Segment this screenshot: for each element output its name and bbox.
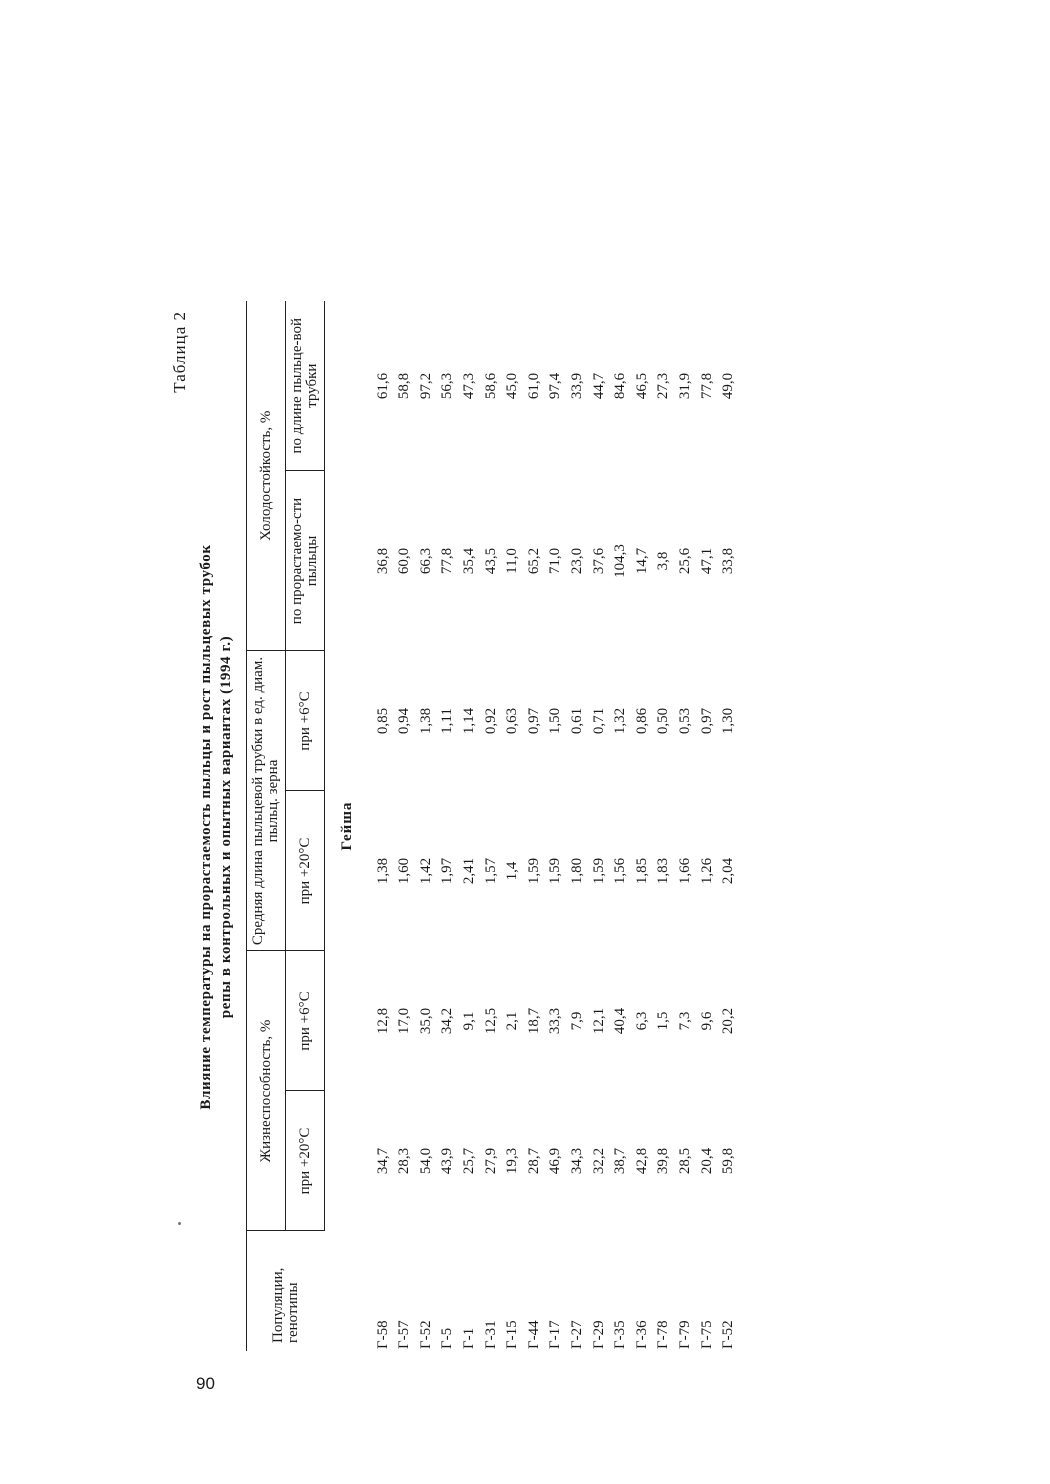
table-body <box>325 301 740 1351</box>
genotype-cell: Г-57 <box>396 1320 413 1349</box>
viability-t20-header: при +20°С <box>286 1091 325 1231</box>
table-row <box>697 301 719 1351</box>
genotype-cell: Г-1 <box>460 1327 477 1349</box>
length-t6-cell: 0,86 <box>633 707 650 735</box>
viability-t6-cell: 35,0 <box>417 1007 434 1035</box>
cold-germination-cell: 14,7 <box>633 547 650 575</box>
length-t6-cell: 0,53 <box>676 707 693 735</box>
cold-by-germination-header: по прорастаемо-сти пыльцы <box>286 471 325 651</box>
cold-germination-cell: 71,0 <box>547 547 564 575</box>
genotype-cell: Г-29 <box>590 1320 607 1349</box>
viability-t6-cell: 6,3 <box>633 1011 650 1031</box>
length-t20-cell: 1,57 <box>482 857 499 885</box>
cold-germination-cell: 43,5 <box>482 547 499 575</box>
cold-tube-length-cell: 27,3 <box>655 372 672 400</box>
viability-t6-cell: 40,4 <box>612 1007 629 1035</box>
length-t6-cell: 1,38 <box>417 707 434 735</box>
page-number: 90 <box>196 1374 215 1393</box>
table-label: Таблица 2 <box>170 311 189 393</box>
length-t20-cell: 2,41 <box>460 857 477 885</box>
length-t6-cell: 1,30 <box>720 707 737 735</box>
table-row <box>502 301 524 1351</box>
length-t6-header: при +6°С <box>286 651 325 791</box>
length-t6-cell: 0,71 <box>590 707 607 735</box>
length-t20-cell: 1,56 <box>612 857 629 885</box>
genotype-cell: Г-75 <box>698 1320 715 1349</box>
length-t6-cell: 0,50 <box>655 707 672 735</box>
viability-t20-cell: 59,8 <box>720 1147 737 1175</box>
cold-tube-length-cell: 33,9 <box>568 372 585 400</box>
table-row <box>675 301 697 1351</box>
cold-tube-length-cell: 31,9 <box>676 372 693 400</box>
length-t20-cell: 1,4 <box>504 861 521 881</box>
viability-t20-cell: 34,3 <box>568 1147 585 1175</box>
cold-germination-cell: 11,0 <box>504 548 521 574</box>
length-t20-cell: 1,97 <box>439 857 456 885</box>
length-t6-cell: 0,85 <box>374 707 391 735</box>
table-title-line-1: Влияние температуры на прорастаемость пыльцы и рост пыльцевых трубок <box>198 544 214 1110</box>
table-row <box>394 301 416 1351</box>
length-t20-cell: 1,66 <box>676 857 693 885</box>
genotype-cell: Г-44 <box>525 1320 542 1349</box>
cold-by-tube-length-header: по длине пыльце-вой трубки <box>286 301 325 471</box>
table-row <box>481 301 503 1351</box>
cold-tube-length-cell: 77,8 <box>698 372 715 400</box>
viability-t20-cell: 54,0 <box>417 1147 434 1175</box>
table-title <box>196 295 236 1359</box>
viability-t20-cell: 28,3 <box>396 1147 413 1175</box>
table-row <box>545 301 567 1351</box>
genotype-cell: Г-52 <box>720 1320 737 1349</box>
length-t20-cell: 1,26 <box>698 857 715 885</box>
viability-t6-cell: 33,3 <box>547 1007 564 1035</box>
viability-t6-cell: 9,6 <box>698 1011 715 1031</box>
length-t20-cell: 1,38 <box>374 857 391 885</box>
viability-header: Жизнеспособность, % <box>247 951 286 1231</box>
header-row-subcolumns <box>286 301 325 1351</box>
table-row <box>567 301 589 1351</box>
cold-germination-cell: 47,1 <box>698 547 715 575</box>
table-title-line-2: репы в контрольных и опытных вариантах (1994 г.) <box>218 635 234 1019</box>
viability-t20-cell: 42,8 <box>633 1147 650 1175</box>
cold-tube-length-cell: 97,4 <box>547 372 564 400</box>
length-t6-cell: 1,32 <box>612 707 629 735</box>
table-row <box>373 301 395 1351</box>
cold-germination-cell: 3,8 <box>655 551 672 571</box>
section-row <box>325 301 373 1351</box>
viability-t20-cell: 46,9 <box>547 1147 564 1175</box>
mean-length-header: Средняя длина пыльцевой трубки в ед. диам. пыльц. зерна <box>247 651 286 951</box>
table-row <box>437 301 459 1351</box>
viability-t6-cell: 7,9 <box>568 1011 585 1031</box>
genotype-cell: Г-78 <box>655 1320 672 1349</box>
length-t6-cell: 0,92 <box>482 707 499 735</box>
header-row-groups <box>247 301 286 1351</box>
length-t20-header: при +20°С <box>286 791 325 951</box>
table-row <box>589 301 611 1351</box>
population-header: Популяции, генотипы <box>247 1231 325 1351</box>
length-t20-cell: 1,42 <box>417 857 434 885</box>
section-label: Гейша <box>339 801 355 851</box>
cold-germination-cell: 66,3 <box>417 547 434 575</box>
length-t20-cell: 1,59 <box>547 857 564 885</box>
genotype-cell: Г-15 <box>504 1320 521 1349</box>
rotated-table-block <box>170 295 900 1359</box>
cold-tube-length-cell: 58,6 <box>482 372 499 400</box>
genotype-cell: Г-35 <box>612 1320 629 1349</box>
length-t6-cell: 1,50 <box>547 707 564 735</box>
length-t6-cell: 0,61 <box>568 707 585 735</box>
viability-t20-cell: 39,8 <box>655 1147 672 1175</box>
viability-t6-cell: 12,8 <box>374 1007 391 1035</box>
length-t6-cell: 0,97 <box>525 707 542 735</box>
viability-t6-cell: 1,5 <box>655 1011 672 1031</box>
viability-t6-cell: 7,3 <box>676 1011 693 1031</box>
viability-t6-cell: 12,5 <box>482 1007 499 1035</box>
cold-tube-length-cell: 84,6 <box>612 372 629 400</box>
viability-t20-cell: 32,2 <box>590 1147 607 1175</box>
viability-t6-cell: 20,2 <box>720 1007 737 1035</box>
cold-tube-length-cell: 61,0 <box>525 372 542 400</box>
length-t6-cell: 1,14 <box>460 707 477 735</box>
cold-tube-length-cell: 58,8 <box>396 372 413 400</box>
table-row <box>524 301 546 1351</box>
cold-germination-cell: 60,0 <box>396 547 413 575</box>
table-row <box>416 301 438 1351</box>
cold-germination-cell: 36,8 <box>374 547 391 575</box>
viability-t6-cell: 18,7 <box>525 1007 542 1035</box>
viability-t20-cell: 19,3 <box>504 1147 521 1175</box>
viability-t6-cell: 2,1 <box>504 1011 521 1031</box>
length-t20-cell: 1,85 <box>633 857 650 885</box>
table-row <box>459 301 481 1351</box>
cold-germination-cell: 23,0 <box>568 547 585 575</box>
cold-germination-cell: 104,3 <box>612 544 629 578</box>
viability-t20-cell: 28,7 <box>525 1147 542 1175</box>
genotype-cell: Г-79 <box>676 1320 693 1349</box>
genotype-cell: Г-58 <box>374 1320 391 1349</box>
viability-t6-cell: 9,1 <box>460 1011 477 1031</box>
genotype-cell: Г-5 <box>439 1327 456 1349</box>
cold-germination-cell: 33,8 <box>720 547 737 575</box>
viability-t20-cell: 43,9 <box>439 1147 456 1175</box>
genotype-cell: Г-36 <box>633 1320 650 1349</box>
cold-tube-length-cell: 49,0 <box>720 372 737 400</box>
viability-t6-cell: 17,0 <box>396 1007 413 1035</box>
length-t6-cell: 1,11 <box>439 708 456 734</box>
length-t20-cell: 1,83 <box>655 857 672 885</box>
genotype-cell: Г-31 <box>482 1320 499 1349</box>
cold-tube-length-cell: 45,0 <box>504 372 521 400</box>
viability-t20-cell: 28,5 <box>676 1147 693 1175</box>
table-row <box>653 301 675 1351</box>
viability-t20-cell: 27,9 <box>482 1147 499 1175</box>
cold-tube-length-cell: 47,3 <box>460 372 477 400</box>
length-t20-cell: 1,59 <box>525 857 542 885</box>
table-row <box>718 301 740 1351</box>
viability-t20-cell: 38,7 <box>612 1147 629 1175</box>
cold-germination-cell: 77,8 <box>439 547 456 575</box>
length-t20-cell: 1,60 <box>396 857 413 885</box>
length-t20-cell: 1,80 <box>568 857 585 885</box>
table-row <box>632 301 654 1351</box>
viability-t6-cell: 12,1 <box>590 1007 607 1035</box>
table-header <box>247 301 325 1351</box>
cold-tube-length-cell: 97,2 <box>417 372 434 400</box>
cold-tube-length-cell: 44,7 <box>590 372 607 400</box>
cold-germination-cell: 37,6 <box>590 547 607 575</box>
cold-tube-length-cell: 46,5 <box>633 372 650 400</box>
table-row <box>610 301 632 1351</box>
genotype-cell: Г-27 <box>568 1320 585 1349</box>
cold-germination-cell: 35,4 <box>460 547 477 575</box>
viability-t20-cell: 25,7 <box>460 1147 477 1175</box>
length-t6-cell: 0,63 <box>504 707 521 735</box>
length-t6-cell: 0,97 <box>698 707 715 735</box>
cold-resistance-header: Холодостойкость, % <box>247 301 286 651</box>
cold-germination-cell: 65,2 <box>525 547 542 575</box>
cold-tube-length-cell: 61,6 <box>374 372 391 400</box>
viability-t20-cell: 20,4 <box>698 1147 715 1175</box>
viability-t6-cell: 34,2 <box>439 1007 456 1035</box>
data-table <box>246 301 740 1351</box>
viability-t20-cell: 34,7 <box>374 1147 391 1175</box>
cold-tube-length-cell: 56,3 <box>439 372 456 400</box>
length-t20-cell: 1,59 <box>590 857 607 885</box>
length-t20-cell: 2,04 <box>720 857 737 885</box>
length-t6-cell: 0,94 <box>396 707 413 735</box>
genotype-cell: Г-17 <box>547 1320 564 1349</box>
genotype-cell: Г-52 <box>417 1320 434 1349</box>
viability-t6-header: при +6°С <box>286 951 325 1091</box>
cold-germination-cell: 25,6 <box>676 547 693 575</box>
